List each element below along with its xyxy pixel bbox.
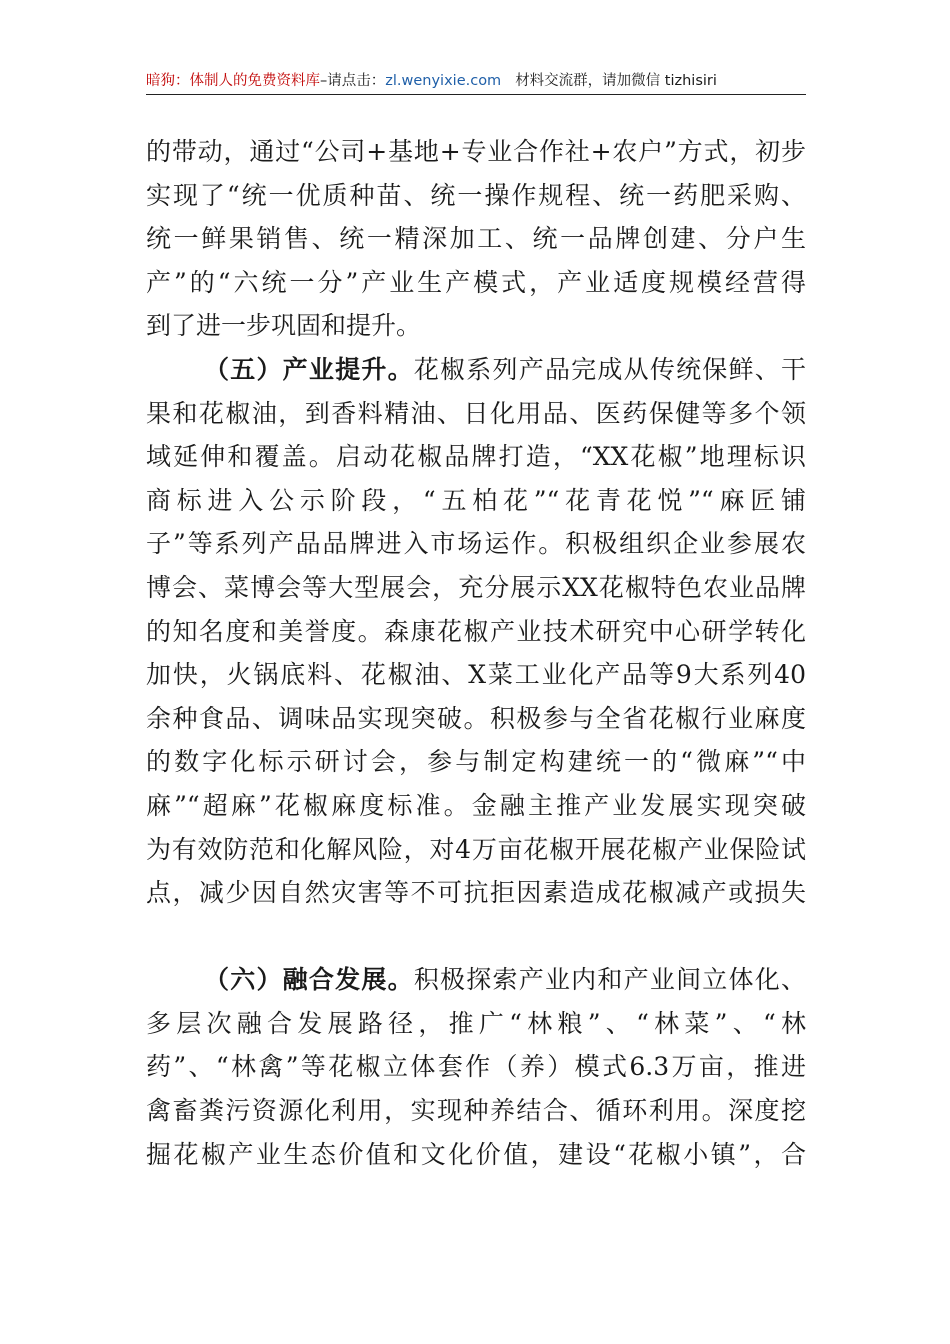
text-line: 域延伸和覆盖。启动花椒品牌打造，“XX花椒”地理标识 (146, 442, 806, 472)
section-6-first-text: 积极探索产业内和产业间立体化、 (413, 965, 806, 995)
text-line: 实现了“统一优质种苗、统一操作规程、统一药肥采购、 (146, 180, 806, 210)
text-line: 多层次融合发展路径，推广“林粮”、“林菜”、“林 (146, 1008, 806, 1038)
text-line: 博会、菜博会等大型展会，充分展示XX花椒特色农业品牌 (146, 572, 806, 602)
document-body (146, 130, 806, 1176)
continued-paragraph (146, 130, 806, 348)
header-divider (146, 94, 806, 95)
text-line: 药”、“林禽”等花椒立体套作（养）模式6.3万亩，推进 (146, 1052, 806, 1082)
text-line: 余种食品、调味品实现突破。积极参与全省花椒行业麻度 (146, 703, 806, 733)
site-url-link[interactable]: zl.wenyixie.com (385, 73, 502, 89)
text-line: 为有效防范和化解风险，对4万亩花椒开展花椒产业保险试 (146, 834, 806, 864)
section-5-heading: （五）产业提升。 (204, 354, 414, 384)
text-line: 产”的“六统一分”产业生产模式，产业适度规模经营得 (146, 267, 806, 297)
section-first-line (146, 958, 806, 1002)
text-line: 麻”“超麻”花椒麻度标准。金融主推产业发展实现突破 (146, 790, 806, 820)
text-line: 统一鲜果销售、统一精深加工、统一品牌创建、分户生 (146, 224, 806, 254)
text-line: 到了进一步巩固和提升。 (146, 311, 422, 341)
click-prompt: –请点击： (320, 73, 386, 89)
wechat-note: 材料交流群，请加微信 tizhisiri (515, 73, 717, 89)
text-line: 果和花椒油，到香料精油、日化用品、医药保健等多个领 (146, 398, 806, 428)
paragraph-gap (146, 915, 806, 959)
section-6-heading: （六）融合发展。 (204, 965, 414, 995)
text-line: 禽畜粪污资源化利用，实现种养结合、循环利用。深度挖 (146, 1096, 806, 1126)
text-line: 加快，火锅底料、花椒油、X菜工业化产品等9大系列40 (146, 660, 806, 690)
section-5-paragraph (146, 348, 806, 915)
section-first-line (146, 348, 806, 392)
site-header-banner (146, 70, 806, 92)
text-line: 子”等系列产品品牌进入市场运作。积极组织企业参展农 (146, 529, 806, 559)
text-line: 掘花椒产业生态价值和文化价值，建设“花椒小镇”，合 (146, 1139, 806, 1169)
section-5-first-text: 花椒系列产品完成从传统保鲜、干 (413, 354, 806, 384)
section-6-paragraph (146, 958, 806, 1176)
text-line: 的数字化标示研讨会，参与制定构建统一的“微麻”“中 (146, 747, 806, 777)
text-line: 点，减少因自然灾害等不可抗拒因素造成花椒减产或损失 (146, 878, 806, 908)
text-line: 商标进入公示阶段，“五柏花”“花青花悦”“麻匠铺 (146, 485, 806, 515)
text-line: 的带动，通过“公司+基地+专业合作社+农户”方式，初步 (146, 137, 806, 166)
site-name: 暗狗：体制人的免费资料库 (146, 73, 320, 89)
text-line: 的知名度和美誉度。森康花椒产业技术研究中心研学转化 (146, 616, 806, 646)
